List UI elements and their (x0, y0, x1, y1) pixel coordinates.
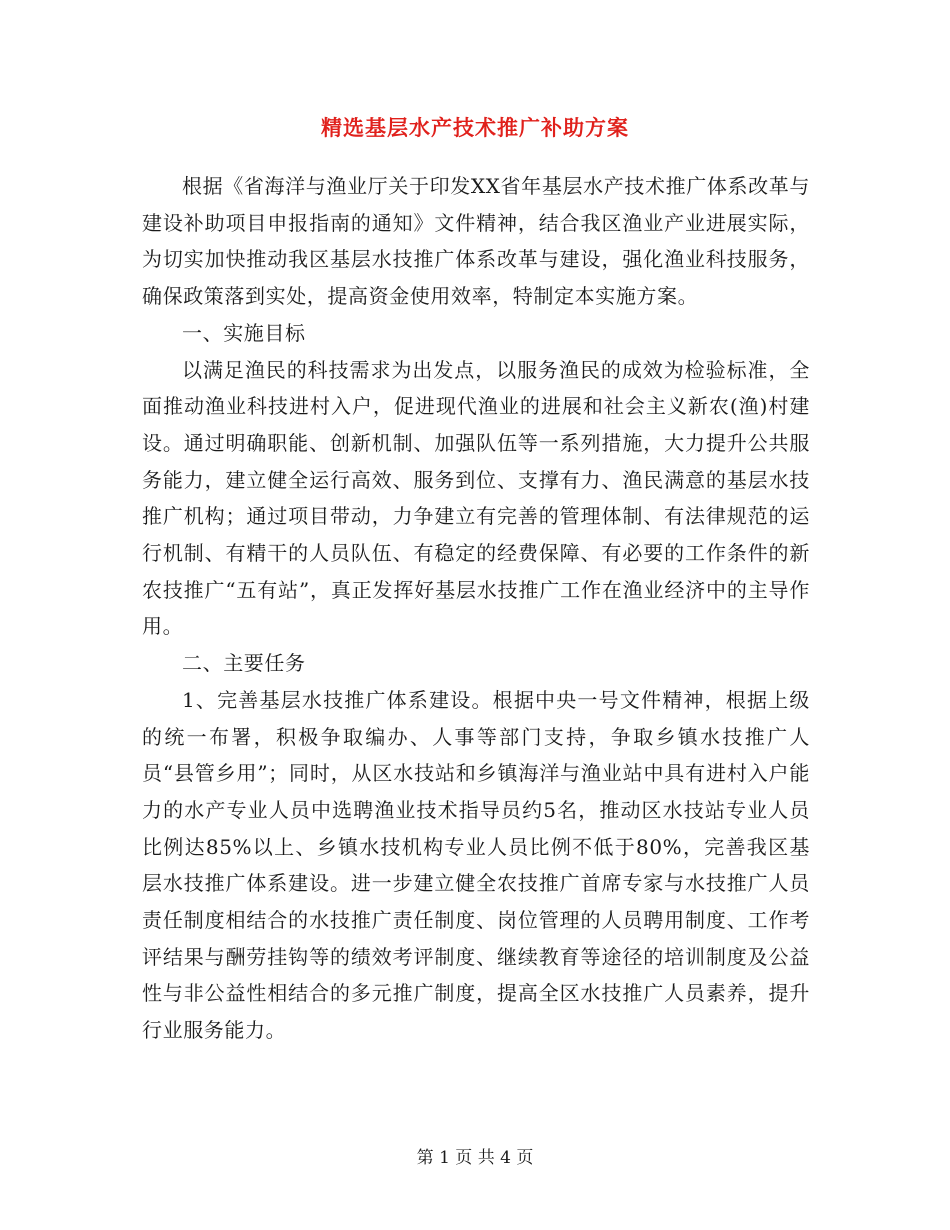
page-number-footer: 第 1 页 共 4 页 (416, 1148, 534, 1168)
section-heading-goals: 一、实施目标 (182, 320, 306, 345)
document-title: 精选基层水产技术推广补助方案 (321, 115, 629, 140)
paragraph-intro: 根据《省海洋与渔业厅关于印发XX省年基层水产技术推广体系改革与建设补助项目申报指南的通知》文件精神，结合我区渔业产业进展实际，为切实加快推动我区基层水技推广体系改革与建设，强化渔业科技服务，确保政策落到实处，提高资金使用效率，特制定本实施方案。 (142, 174, 810, 309)
section-heading-tasks: 二、主要任务 (182, 651, 306, 676)
document-body (142, 168, 810, 1049)
paragraph-task-1: 1、完善基层水技推广体系建设。根据中央一号文件精神，根据上级的统一布署，积极争取编办、人事等部门支持，争取乡镇水技推广人员“县管乡用”；同时，从区水技站和乡镇海洋与渔业站中具有进村入户能力的水产专业人员中选聘渔业技术指导员约5名，推动区水技站专业人员比例达85%以上、乡镇水技机构专业人员比例不低于80%，完善我区基层水技推广体系建设。进一步建立健全农技推广首席专家与水技推广人员责任制度相结合的水技推广责任制度、岗位管理的人员聘用制度、工作考评结果与酬劳挂钩等的绩效考评制度、继续教育等途径的培训制度及公益性与非公益性相结合的多元推广制度，提高全区水技推广人员素养，提升行业服务能力。 (142, 687, 810, 1043)
paragraph-goals: 以满足渔民的科技需求为出发点，以服务渔民的成效为检验标准，全面推动渔业科技进村入户，促进现代渔业的进展和社会主义新农(渔)村建设。通过明确职能、创新机制、加强队伍等一系列措施，大力提升公共服务能力，建立健全运行高效、服务到位、支撑有力、渔民满意的基层水技推广机构；通过项目带动，力争建立有完善的管理体制、有法律规范的运行机制、有精干的人员队伍、有稳定的经费保障、有必要的工作条件的新农技推广“五有站”，真正发挥好基层水技推广工作在渔业经济中的主导作用。 (142, 357, 810, 639)
